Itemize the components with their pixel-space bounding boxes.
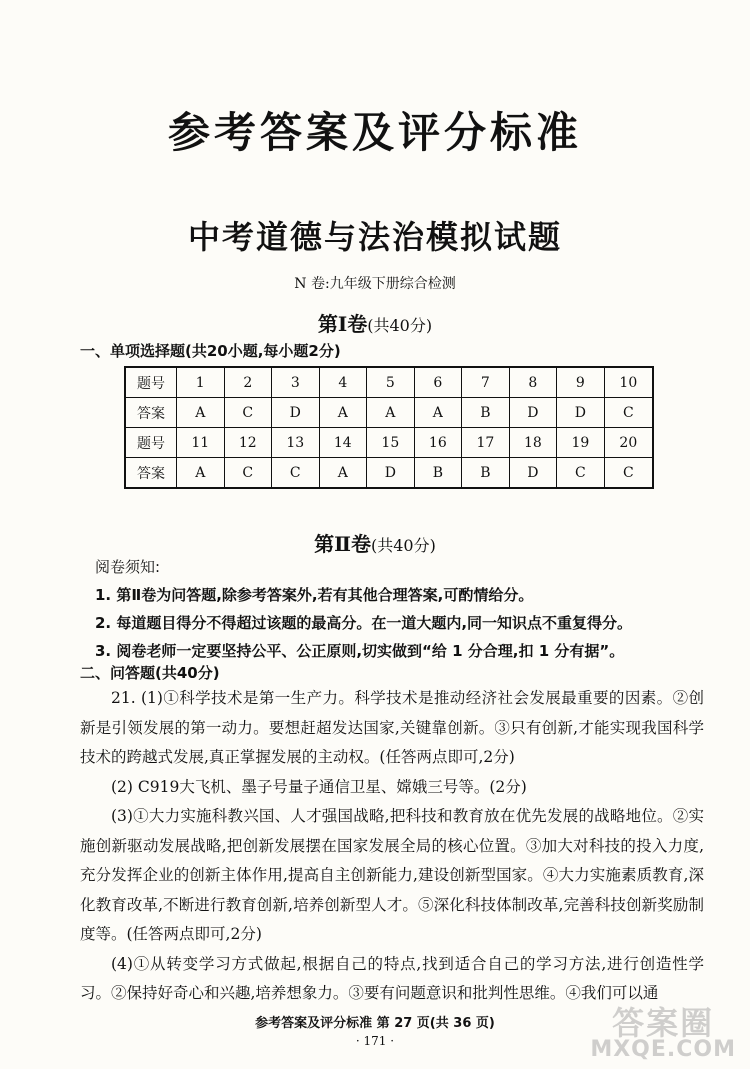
table-cell: 4: [319, 367, 367, 398]
table-cell: D: [557, 398, 605, 428]
table-row: [125, 458, 653, 489]
table-cell: 12: [224, 428, 272, 458]
page-number: · 171 ·: [355, 1034, 395, 1048]
section-label: N 卷:九年级下册综合检测: [294, 276, 456, 292]
table-cell: 8: [509, 367, 557, 398]
answer-paragraph: (3)①大力实施科教兴国、人才强国战略,把科技和教育放在优先发展的战略地位。②实施创新驱动发展战略,把创新发展摆在国家发展全局的核心位置。③加大对科技的投入力度,充分发挥企业的创新主体作用,提高自主创新能力,建设创新型国家。④大力实施素质教育,深化教育改革,不断进行教育创新,培养创新型人才。⑤深化科技体制改革,完善科技创新奖励制度等。(任答两点即可,2分): [80, 807, 704, 943]
watermark-url: MXQE.COM: [590, 1037, 736, 1062]
table-cell: C: [224, 458, 272, 489]
page-footer: 参考答案及评分标准 第 27 页(共 36 页): [255, 1016, 495, 1031]
table-cell: C: [604, 458, 653, 489]
table-cell: B: [462, 398, 510, 428]
table-cell: A: [177, 398, 225, 428]
answer-paragraph: (2) C919大飞机、墨子号量子通信卫星、嫦娥三号等。(2分): [111, 777, 527, 796]
answer-paragraph: 21. (1)①科学技术是第一生产力。科学技术是推动经济社会发展最重要的因素。②创新是引领发展的第一动力。要想赶超发达国家,关键靠创新。③只有创新,才能实现我国科学技术的跨越式发展,真正掌握发展的主动权。(任答两点即可,2分): [80, 689, 704, 766]
grading-notes: [95, 553, 715, 665]
sub-title: 中考道德与法治模拟试题: [187, 218, 562, 256]
table-cell: 5: [367, 367, 415, 398]
part1-title: [0, 308, 750, 337]
table-cell: 3: [272, 367, 320, 398]
table-cell: 15: [367, 428, 415, 458]
part2-heading: 二、问答题(共40分): [80, 664, 220, 682]
note-item: 3. 阅卷老师一定要坚持公平、公正原则,切实做到“给 1 分合理,扣 1 分有据”。: [95, 642, 625, 660]
table-cell: 16: [414, 428, 462, 458]
table-cell: 题号: [125, 367, 177, 398]
table-cell: 2: [224, 367, 272, 398]
answer-paragraph: (4)①从转变学习方式做起,根据自己的特点,找到适合自己的学习方法,进行创造性学习。②保持好奇心和兴趣,培养想象力。③要有问题意识和批判性思维。④我们可以通: [80, 954, 704, 1002]
table-cell: C: [557, 458, 605, 489]
table-cell: B: [414, 458, 462, 489]
watermark-logo: [590, 1004, 736, 1062]
table-cell: 6: [414, 367, 462, 398]
table-cell: 18: [509, 428, 557, 458]
table-cell: 11: [177, 428, 225, 458]
table-cell: D: [509, 458, 557, 489]
table-cell: 10: [604, 367, 653, 398]
table-cell: 答案: [125, 398, 177, 428]
table-cell: B: [462, 458, 510, 489]
table-cell: 17: [462, 428, 510, 458]
part1-title-main: 第Ⅰ卷: [317, 312, 368, 336]
notes-title: 阅卷须知:: [95, 558, 161, 576]
table-cell: 14: [319, 428, 367, 458]
table-cell: 1: [177, 367, 225, 398]
part1-title-points: (共40分): [367, 316, 433, 335]
table-cell: 7: [462, 367, 510, 398]
table-cell: A: [414, 398, 462, 428]
table-cell: C: [224, 398, 272, 428]
table-cell: D: [367, 458, 415, 489]
table-cell: 13: [272, 428, 320, 458]
table-row: [125, 428, 653, 458]
table-cell: A: [319, 398, 367, 428]
main-title: 参考答案及评分标准: [167, 108, 582, 157]
part2-title-main: 第Ⅱ卷: [314, 532, 371, 556]
note-item: 1. 第Ⅱ卷为问答题,除参考答案外,若有其他合理答案,可酌情给分。: [95, 586, 534, 604]
table-cell: A: [177, 458, 225, 489]
table-cell: C: [272, 458, 320, 489]
table-row: [125, 398, 653, 428]
part2-title-points: (共40分): [371, 536, 436, 555]
table-cell: D: [509, 398, 557, 428]
table-cell: 20: [604, 428, 653, 458]
note-item: 2. 每道题目得分不得超过该题的最高分。在一道大题内,同一知识点不重复得分。: [95, 614, 633, 632]
table-cell: 19: [557, 428, 605, 458]
part1-heading: 一、单项选择题(共20小题,每小题2分): [80, 342, 341, 360]
table-cell: 9: [557, 367, 605, 398]
watermark-text: 答案圈: [612, 1004, 715, 1042]
table-cell: A: [367, 398, 415, 428]
table-row: [125, 367, 653, 398]
answer-table: [124, 366, 654, 489]
table-cell: 答案: [125, 458, 177, 489]
table-cell: A: [319, 458, 367, 489]
table-cell: D: [272, 398, 320, 428]
table-cell: C: [604, 398, 653, 428]
table-cell: 题号: [125, 428, 177, 458]
answer-body: [80, 684, 704, 1009]
